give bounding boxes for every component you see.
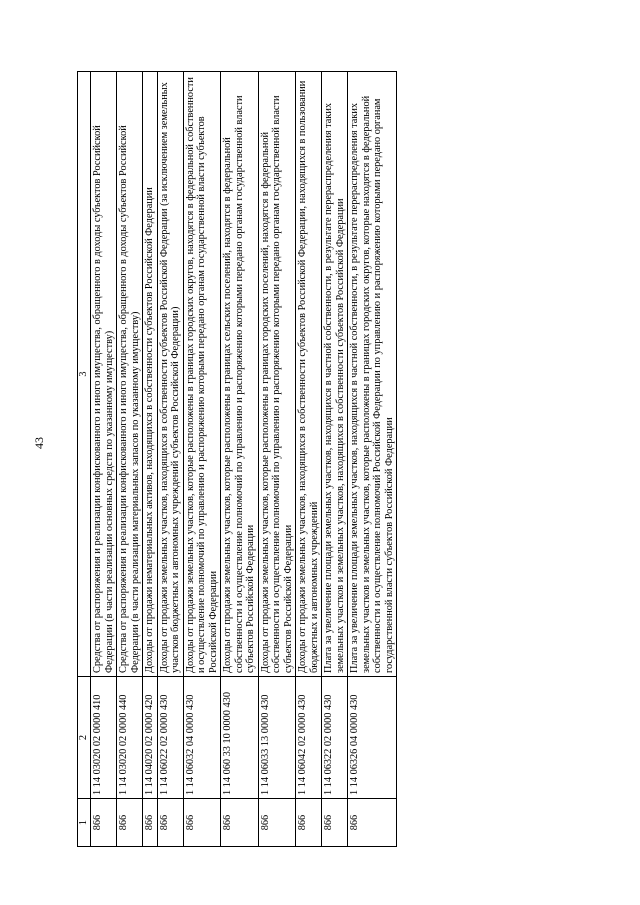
table-row bbox=[258, 72, 296, 847]
admin-code-cell: 866 bbox=[117, 799, 143, 847]
table-row bbox=[143, 72, 158, 847]
budget-code-cell: 1 14 03020 02 0000 410 bbox=[91, 677, 117, 799]
budget-code-cell: 1 14 06032 04 0000 430 bbox=[183, 677, 221, 799]
header-col-2: 2 bbox=[78, 677, 91, 799]
revenue-name-cell: Доходы от продажи земельных участков, которые расположены в границах городских округов, находятся в федеральной собственности и осуществление полномочий по управлению и распоряжению которыми передано органам государственной власти субъектов Российской Федерации bbox=[183, 72, 221, 677]
admin-code-cell: 866 bbox=[221, 799, 259, 847]
revenue-name-cell: Доходы от продажи земельных участков, которые расположены в границах сельских поселений, находятся в федеральной собственности и осуществление полномочий по управлению и распоряжению которыми передано органам государственной власти субъектов Российской Федерации bbox=[221, 72, 259, 677]
admin-code-cell: 866 bbox=[143, 799, 158, 847]
table-row bbox=[348, 72, 397, 847]
revenue-name-cell: Доходы от продажи нематериальных активов, находящихся в собственности субъектов Российской Федерации bbox=[143, 72, 158, 677]
budget-code-cell: 1 14 04020 02 0000 420 bbox=[143, 677, 158, 799]
table-header-row bbox=[78, 72, 91, 847]
table-row bbox=[221, 72, 259, 847]
revenue-name-cell: Плата за увеличение площади земельных участков, находящихся в частной собственности, в результате перераспределения таких земельных участков и земельных участков, находящихся в собственности субъектов Российской Федерации bbox=[322, 72, 348, 677]
page-number: 43 bbox=[32, 437, 46, 449]
revenue-codes-table bbox=[77, 71, 397, 847]
revenue-name-cell: Средства от распоряжения и реализации конфискованного и иного имущества, обращенного в доходы субъектов Российской Федерации (в части реализации основных средств по указанному имуществу) bbox=[91, 72, 117, 677]
admin-code-cell: 866 bbox=[91, 799, 117, 847]
budget-code-cell: 1 14 06042 02 0000 430 bbox=[296, 677, 322, 799]
table-row bbox=[322, 72, 348, 847]
admin-code-cell: 866 bbox=[157, 799, 183, 847]
admin-code-cell: 866 bbox=[183, 799, 221, 847]
header-col-1: 1 bbox=[78, 799, 91, 847]
budget-code-cell: 1 14 06326 04 0000 430 bbox=[348, 677, 397, 799]
header-col-3: 3 bbox=[78, 72, 91, 677]
admin-code-cell: 866 bbox=[348, 799, 397, 847]
rotated-table-wrapper bbox=[77, 72, 574, 847]
table-row bbox=[157, 72, 183, 847]
table-row bbox=[91, 72, 117, 847]
admin-code-cell: 866 bbox=[296, 799, 322, 847]
budget-code-cell: 1 14 060 33 10 0000 430 bbox=[221, 677, 259, 799]
table-row bbox=[296, 72, 322, 847]
revenue-name-cell: Доходы от продажи земельных участков, которые расположены в границах городских поселений, находятся в федеральной собственности и осуществление полномочий по управлению и распоряжению которыми передано органам государственной власти субъектов Российской Федерации bbox=[258, 72, 296, 677]
budget-code-cell: 1 14 06022 02 0000 430 bbox=[157, 677, 183, 799]
revenue-name-cell: Средства от распоряжения и реализации конфискованного и иного имущества, обращенного в доходы субъектов Российской Федерации (в части реализации материальных запасов по указанному имуществу) bbox=[117, 72, 143, 677]
admin-code-cell: 866 bbox=[322, 799, 348, 847]
admin-code-cell: 866 bbox=[258, 799, 296, 847]
revenue-name-cell: Плата за увеличение площади земельных участков, находящихся в частной собственности, в результате перераспределения таких земельных участков и земельных участков, которые расположены в границах городских округов, которые находятся в федеральной собственности и осуществление полномочий Российской Федерации по управлению и распоряжению которыми передано органам государственной власти субъектов Российской Федерации bbox=[348, 72, 397, 677]
budget-code-cell: 1 14 06033 13 0000 430 bbox=[258, 677, 296, 799]
revenue-name-cell: Доходы от продажи земельных участков, находящихся в собственности субъектов Российской Федерации, находящихся в пользовании бюджетных и автономных учреждений bbox=[296, 72, 322, 677]
table-row bbox=[117, 72, 143, 847]
revenue-name-cell: Доходы от продажи земельных участков, находящихся в собственности субъектов Российской Федерации (за исключением земельных участков бюджетных и автономных учреждений субъектов Российской Федерации) bbox=[157, 72, 183, 677]
table-row bbox=[183, 72, 221, 847]
budget-code-cell: 1 14 06322 02 0000 430 bbox=[322, 677, 348, 799]
budget-code-cell: 1 14 03020 02 0000 440 bbox=[117, 677, 143, 799]
